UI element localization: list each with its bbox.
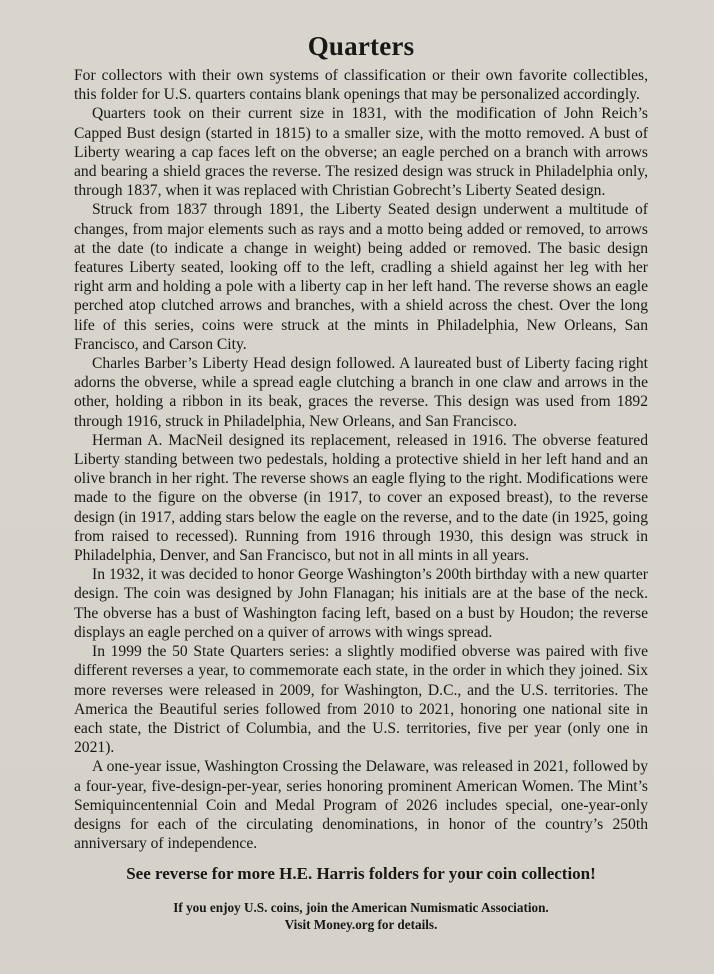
intro-paragraph: For collectors with their own systems of classification or their own favorite collectibles, this folder for U.S. quarters contains blank openings that may be personalized accordingly.: [74, 67, 648, 104]
article: [74, 30, 648, 933]
state-quarters-paragraph: In 1999 the 50 State Quarters series: a slightly modified obverse was paired with five different reverses a year, to commemorate each state, in the order in which they joined. Six more reverses were released in 2009, for Washington, D.C., and the U.S. territories. The America the Beautiful series followed from 2010 to 2021, honoring one national site in each state, the District of Columbia, and the U.S. territories, five per year (only one in 2021).: [74, 643, 648, 757]
standing-liberty-paragraph: Herman A. MacNeil designed its replacement, released in 1916. The obverse featured Liberty standing between two pedestals, holding a protective shield in her left hand and an olive branch in her right. The reverse shows an eagle flying to the right. Modifications were made to the figure on the obverse (in 1917, to cover an exposed breast), to the reverse design (in 1917, adding stars below the eagle on the reverse, and to the date (in 1925, going from raised to recessed). Running from 1916 through 1930, this design was struck in Philadelphia, Denver, and San Francisco, but not in all mints in all years.: [74, 431, 648, 565]
recent-issues-paragraph: A one-year issue, Washington Crossing the Delaware, was released in 2021, followed by a four-year, five-design-per-year, series honoring prominent American Women. The Mint’s Semiquincentennial Coin and Medal Program of 2026 includes special, one-year-only designs for each of the circulating denominations, in honor of the country’s 250th anniversary of independence.: [74, 758, 648, 853]
footer-note: [74, 899, 648, 933]
footer-line-website: Visit Money.org for details.: [284, 917, 438, 933]
barber-paragraph: Charles Barber’s Liberty Head design followed. A laureated bust of Liberty facing right adorns the obverse, while a spread eagle clutching a branch in one claw and arrows in the other, holding a ribbon in its beak, graces the reverse. This design was used from 1892 through 1916, struck in Philadelphia, New Orleans, and San Francisco.: [74, 355, 648, 430]
washington-paragraph: In 1932, it was decided to honor George Washington’s 200th birthday with a new quarter design. The coin was designed by John Flanagan; his initials are at the base of the neck. The obverse has a bust of Washington facing left, based on a bust by Houdon; the reverse displays an eagle perched on a quiver of arrows with wings spread.: [74, 566, 648, 641]
liberty-seated-paragraph: Struck from 1837 through 1891, the Liberty Seated design underwent a multitude of changes, from major elements such as rays and a motto being added or removed, to arrows at the date (to indicate a change in weight) being added or removed. The basic design features Liberty seated, looking off to the left, cradling a shield against her leg with her right arm and holding a pole with a liberty cap in her left hand. The reverse shows an eagle perched atop clutched arrows and branches, with a shield across the chest. Over the long life of this series, coins were struck at the mints in Philadelphia, New Orleans, San Francisco, and Carson City.: [74, 201, 648, 353]
page-title: Quarters: [307, 31, 415, 61]
footer-line-ana: If you enjoy U.S. coins, join the American Numismatic Association.: [173, 900, 549, 916]
capped-bust-paragraph: Quarters took on their current size in 1831, with the modification of John Reich’s Capped Bust design (started in 1815) to a smaller size, with the motto removed. A bust of Liberty wearing a cap faces left on the obverse; an eagle perched on a branch with arrows and bearing a shield graces the reverse. The resized design was struck in Philadelphia only, through 1837, when it was replaced with Christian Gobrecht’s Liberty Seated design.: [74, 105, 648, 200]
call-to-action: See reverse for more H.E. Harris folders for your coin collection!: [126, 864, 596, 884]
